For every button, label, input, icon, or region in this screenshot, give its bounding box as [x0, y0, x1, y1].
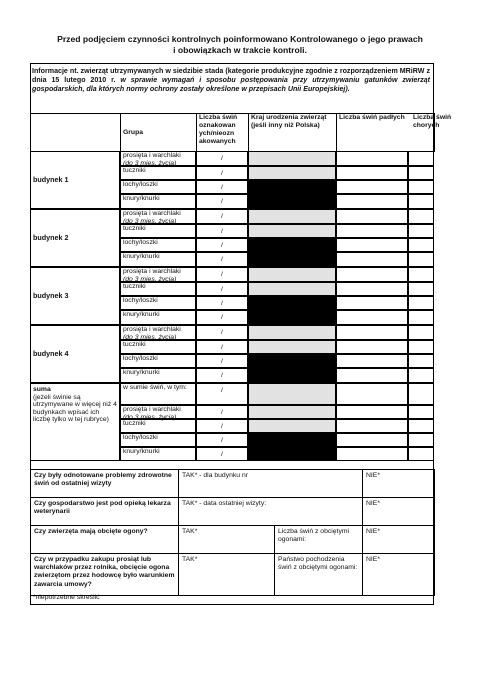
country-cell	[248, 296, 336, 310]
q1-nie-field[interactable]: NIE*	[363, 470, 435, 498]
category-tuczniki: tuczniki	[120, 224, 196, 238]
dead-cell[interactable]	[336, 252, 408, 267]
dead-cell[interactable]	[336, 296, 408, 310]
sick-cell[interactable]	[408, 282, 434, 296]
question-row-1: Czy były odnotowane problemy zdrowotne świń od ostatniej wizyty TAK* - dla budynku nr NIE*	[31, 470, 435, 498]
category-knury: knury/knurki	[120, 368, 196, 383]
questions-table	[30, 469, 435, 596]
dead-cell[interactable]	[336, 151, 408, 166]
count-cell[interactable]: /	[196, 354, 248, 368]
q3-tak-field[interactable]: TAK*	[179, 526, 275, 554]
suma-sick-cell[interactable]	[408, 405, 434, 419]
suma-dead-cell[interactable]	[336, 419, 408, 433]
sick-cell[interactable]	[408, 180, 434, 194]
q3-nie-field[interactable]: NIE*	[363, 526, 435, 554]
category-prosieta: prosięta i warchlaki (do 3 mies. życia)	[120, 267, 196, 282]
sick-cell[interactable]	[408, 252, 434, 267]
count-cell[interactable]: /	[196, 267, 248, 282]
question-row-4: Czy w przypadku zakupu prosiąt lub warchlaków przez rolnika, obcięcie ogona zwierzętom przez hodowcę było warunkiem zawarcia umowy? TAK* Państwo pochodzenia świń z obciętymi ogonami: NIE*	[31, 554, 435, 596]
country-cell	[248, 368, 336, 383]
category-tuczniki: tuczniki	[120, 282, 196, 296]
dead-cell[interactable]	[336, 267, 408, 282]
header-grupa: Grupa	[121, 114, 197, 152]
dead-cell[interactable]	[336, 310, 408, 325]
suma-count-cell[interactable]: /	[196, 433, 248, 447]
category-knury: knury/knurki	[120, 252, 196, 267]
country-cell	[248, 354, 336, 368]
country-cell	[248, 325, 336, 340]
country-cell	[248, 282, 336, 296]
suma-count-cell[interactable]: /	[196, 383, 248, 405]
suma-category-lochy: lochy/loszki	[120, 433, 196, 447]
suma-dead-cell[interactable]	[336, 433, 408, 447]
animals-table	[30, 113, 452, 152]
sick-cell[interactable]	[408, 354, 434, 368]
dead-cell[interactable]	[336, 224, 408, 238]
count-cell[interactable]: /	[196, 238, 248, 252]
count-cell[interactable]: /	[196, 368, 248, 383]
suma-country-cell	[248, 419, 336, 433]
dead-cell[interactable]	[336, 282, 408, 296]
suma-category-w_tym: w sumie świń, w tym:	[120, 383, 196, 405]
suma-category-prosieta: prosięta i warchlaki (do 3 mies. życia)	[120, 405, 196, 419]
country-cell	[248, 267, 336, 282]
q4-tak-field[interactable]: TAK*	[179, 554, 275, 596]
dead-cell[interactable]	[336, 194, 408, 209]
suma-dead-cell[interactable]	[336, 383, 408, 405]
info-paragraph: Informacje nt. zwierząt utrzymywanych w siedzibie stada (kategorie produkcyjne zgodnie z rozporządzeniem MRiRW z dnia 15 lutego 2010 r. w sprawie wymagań i sposobu postępowania przy utrzymywaniu gatunków zwierząt gospodarskich, dla których normy ochrony zostały określone w przepisach Unii Europejskiej).	[32, 67, 430, 94]
country-cell	[248, 310, 336, 325]
dead-cell[interactable]	[336, 166, 408, 180]
category-tuczniki: tuczniki	[120, 340, 196, 354]
suma-category-knury: knury/knurki	[120, 447, 196, 461]
suma-count-cell[interactable]: /	[196, 419, 248, 433]
country-cell	[248, 151, 336, 166]
dead-cell[interactable]	[336, 340, 408, 354]
country-cell	[248, 194, 336, 209]
sick-cell[interactable]	[408, 224, 434, 238]
sick-cell[interactable]	[408, 151, 434, 166]
dead-cell[interactable]	[336, 180, 408, 194]
category-lochy: lochy/loszki	[120, 238, 196, 252]
count-cell[interactable]: /	[196, 252, 248, 267]
category-prosieta: prosięta i warchlaki (do 3 mies. życia)	[120, 209, 196, 224]
sick-cell[interactable]	[408, 194, 434, 209]
country-cell	[248, 252, 336, 267]
q2-tak-field[interactable]: TAK* - data ostatniej wizyty:	[179, 498, 363, 526]
country-cell	[248, 224, 336, 238]
category-prosieta: prosięta i warchlaki (do 3 mies. życia)	[120, 151, 196, 166]
suma-sick-cell[interactable]	[408, 433, 434, 447]
suma-sick-cell[interactable]	[408, 447, 434, 461]
dead-cell[interactable]	[336, 209, 408, 224]
dead-cell[interactable]	[336, 325, 408, 340]
footnote: *niepotrzebne skreślić	[33, 594, 100, 601]
count-cell[interactable]: /	[196, 282, 248, 296]
group-label-4: budynek 4	[30, 325, 120, 383]
group-label-1: budynek 1	[30, 151, 120, 209]
count-cell[interactable]: /	[196, 325, 248, 340]
count-cell[interactable]: /	[196, 151, 248, 166]
dead-cell[interactable]	[336, 238, 408, 252]
sick-cell[interactable]	[408, 340, 434, 354]
country-cell	[248, 238, 336, 252]
suma-country-cell	[248, 383, 336, 405]
count-cell[interactable]: /	[196, 209, 248, 224]
count-cell[interactable]: /	[196, 310, 248, 325]
sick-cell[interactable]	[408, 368, 434, 383]
header-kraj: Kraj urodzenia zwierząt (jeśli inny niż Polska)	[249, 114, 337, 152]
count-cell[interactable]: /	[196, 194, 248, 209]
group-label-3: budynek 3	[30, 267, 120, 325]
category-tuczniki: tuczniki	[120, 166, 196, 180]
suma-country-cell	[248, 405, 336, 419]
suma-dead-cell[interactable]	[336, 405, 408, 419]
category-lochy: lochy/loszki	[120, 354, 196, 368]
count-cell[interactable]: /	[196, 296, 248, 310]
group-label-2: budynek 2	[30, 209, 120, 267]
table-header	[31, 114, 435, 152]
suma-category-tuczniki: tuczniki	[120, 419, 196, 433]
category-knury: knury/knurki	[120, 310, 196, 325]
q3-liczba-field[interactable]: Liczba świń z obciętymi ogonami:	[275, 526, 363, 554]
sick-cell[interactable]	[408, 310, 434, 325]
q4-panstwo-field[interactable]: Państwo pochodzenia świń z obciętymi ogonami:	[275, 554, 363, 596]
dead-cell[interactable]	[336, 354, 408, 368]
country-cell	[248, 340, 336, 354]
suma-dead-cell[interactable]	[336, 447, 408, 461]
sick-cell[interactable]	[408, 238, 434, 252]
suma-sick-cell[interactable]	[408, 419, 434, 433]
country-cell	[248, 209, 336, 224]
q4-nie-field[interactable]: NIE*	[363, 554, 435, 596]
sick-cell[interactable]	[408, 209, 434, 224]
question-row-3: Czy zwierzęta mają obcięte ogony? TAK* Liczba świń z obciętymi ogonami: NIE*	[31, 526, 435, 554]
country-cell	[248, 166, 336, 180]
page-title: Przed podjęciem czynności kontrolnych poinformowano Kontrolowanego o jego prawach i obowiązkach w trakcie kontroli.	[57, 34, 423, 55]
header-padle-chore: Liczba świń padłych Liczba świń chorych	[337, 114, 435, 152]
category-lochy: lochy/loszki	[120, 296, 196, 310]
count-cell[interactable]: /	[196, 166, 248, 180]
q1-tak-field[interactable]: TAK* - dla budynku nr	[179, 470, 363, 498]
suma-count-cell[interactable]: /	[196, 405, 248, 419]
count-cell[interactable]: /	[196, 224, 248, 238]
dead-cell[interactable]	[336, 368, 408, 383]
category-lochy: lochy/loszki	[120, 180, 196, 194]
suma-country-cell	[248, 433, 336, 447]
count-cell[interactable]: /	[196, 340, 248, 354]
country-cell	[248, 180, 336, 194]
question-row-2: Czy gospodarstwo jest pod opieką lekarza weterynarii TAK* - data ostatniej wizyty: NIE*	[31, 498, 435, 526]
header-liczba: Liczba świń oznakowan ych/nieozn akowanych	[197, 114, 249, 152]
sick-cell[interactable]	[408, 325, 434, 340]
suma-country-cell	[248, 447, 336, 461]
sick-cell[interactable]	[408, 267, 434, 282]
category-prosieta: prosięta i warchlaki (do 3 mies. życia)	[120, 325, 196, 340]
count-cell[interactable]: /	[196, 180, 248, 194]
category-knury: knury/knurki	[120, 194, 196, 209]
suma-count-cell[interactable]: /	[196, 447, 248, 461]
sick-cell[interactable]	[408, 166, 434, 180]
suma-sick-cell[interactable]	[408, 383, 434, 405]
sick-cell[interactable]	[408, 296, 434, 310]
q2-nie-field[interactable]: NIE*	[363, 498, 435, 526]
suma-label: suma (jeżeli świnie są utrzymywane w więcej niż 4 budynkach wpisać ich liczbę tylko w tej rubryce)	[30, 383, 120, 461]
